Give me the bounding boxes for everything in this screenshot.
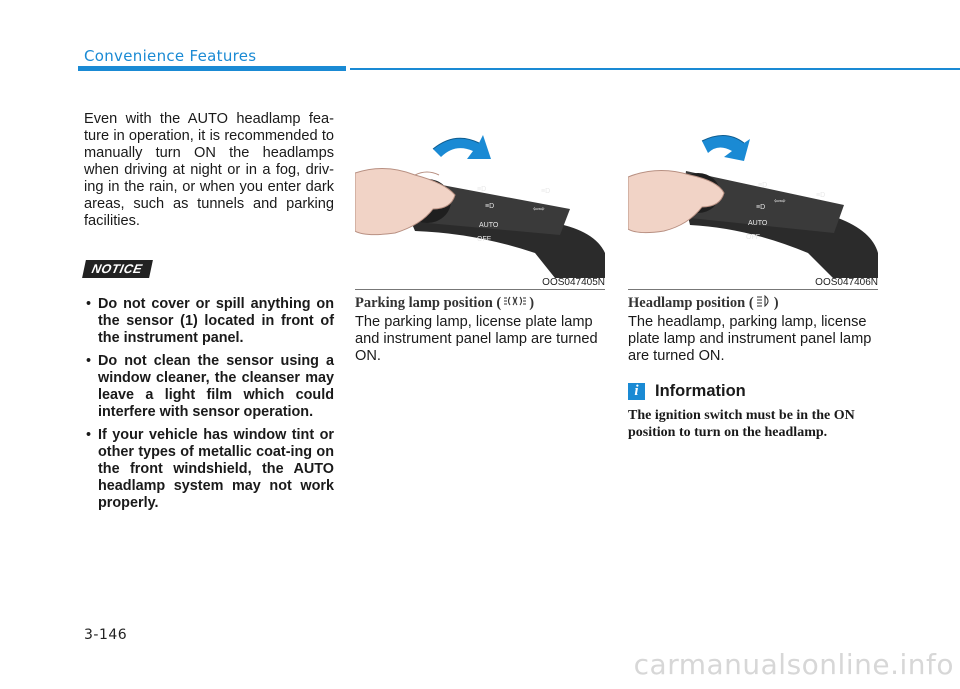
information-header xyxy=(628,382,746,401)
svg-text:⇦⇨: ⇦⇨ xyxy=(774,198,786,205)
svg-text:AUTO: AUTO xyxy=(479,222,499,229)
image-code: OOS047406N xyxy=(815,277,878,288)
parking-lamp-icon xyxy=(503,294,527,313)
svg-text:⇦⇨: ⇦⇨ xyxy=(533,206,545,213)
svg-text:≡D: ≡D xyxy=(485,203,495,210)
notice-label: NOTICE xyxy=(82,260,153,278)
section-title: Convenience Features xyxy=(84,47,257,65)
svg-text:≡D: ≡D xyxy=(541,188,551,195)
svg-text:≡D: ≡D xyxy=(756,204,766,211)
parking-lamp-heading-text: Parking lamp position ( xyxy=(355,295,502,311)
parking-lamp-heading-close: ) xyxy=(529,295,535,311)
svg-text:OFF: OFF xyxy=(477,236,491,243)
caption-rule xyxy=(628,289,878,290)
caption-rule xyxy=(355,289,605,290)
header-rule-thick xyxy=(78,66,346,71)
information-text: The ignition switch must be in the ON position to turn on the headlamp. xyxy=(628,408,855,440)
intro-paragraph: Even with the AUTO headlamp fea-ture in operation, it is recommended to manually turn ON the headlamps when driving at night or in a fog, driv-ing in the rain, or when you enter dark areas, such as tunnels and parking facilities. xyxy=(84,111,334,229)
page-number: 3-146 xyxy=(84,627,128,643)
svg-text:OFF: OFF xyxy=(746,234,760,241)
image-code: OOS047405N xyxy=(542,277,605,288)
notice-list xyxy=(84,296,334,512)
headlamp-heading-close: ) xyxy=(773,295,779,311)
headlamp-heading-text: Headlamp position ( xyxy=(628,295,754,311)
parking-lamp-body: The parking lamp, license plate lamp and instrument panel lamp are turned ON. xyxy=(355,314,598,364)
svg-text:AUTO: AUTO xyxy=(748,220,768,227)
notice-item: • If your vehicle has window tint or other types of metallic coat-ing on the front windshield, the AUTO headlamp system may not work properly. xyxy=(84,427,334,512)
headlamp-heading xyxy=(628,294,779,313)
headlamp-icon xyxy=(756,294,772,313)
svg-text:≡D: ≡D xyxy=(477,186,487,193)
parking-lamp-photo xyxy=(355,113,605,278)
header-rule-thin xyxy=(350,68,960,70)
headlamp-body: The headlamp, parking lamp, license plate lamp and instrument panel lamp are turned ON. xyxy=(628,314,872,364)
watermark: carmanualsonline.info xyxy=(633,648,954,681)
parking-lamp-heading xyxy=(355,294,534,313)
notice-item: • Do not cover or spill anything on the sensor (1) located in front of the instrument panel. xyxy=(84,296,334,347)
svg-text:≡D: ≡D xyxy=(758,182,768,189)
notice-item: • Do not clean the sensor using a window cleaner, the cleanser may leave a light film which could interfere with sensor operation. xyxy=(84,353,334,421)
info-icon: i xyxy=(628,383,645,400)
headlamp-photo xyxy=(628,113,878,278)
svg-text:≡D: ≡D xyxy=(816,192,826,199)
information-title: Information xyxy=(655,382,746,400)
left-column xyxy=(84,111,334,518)
